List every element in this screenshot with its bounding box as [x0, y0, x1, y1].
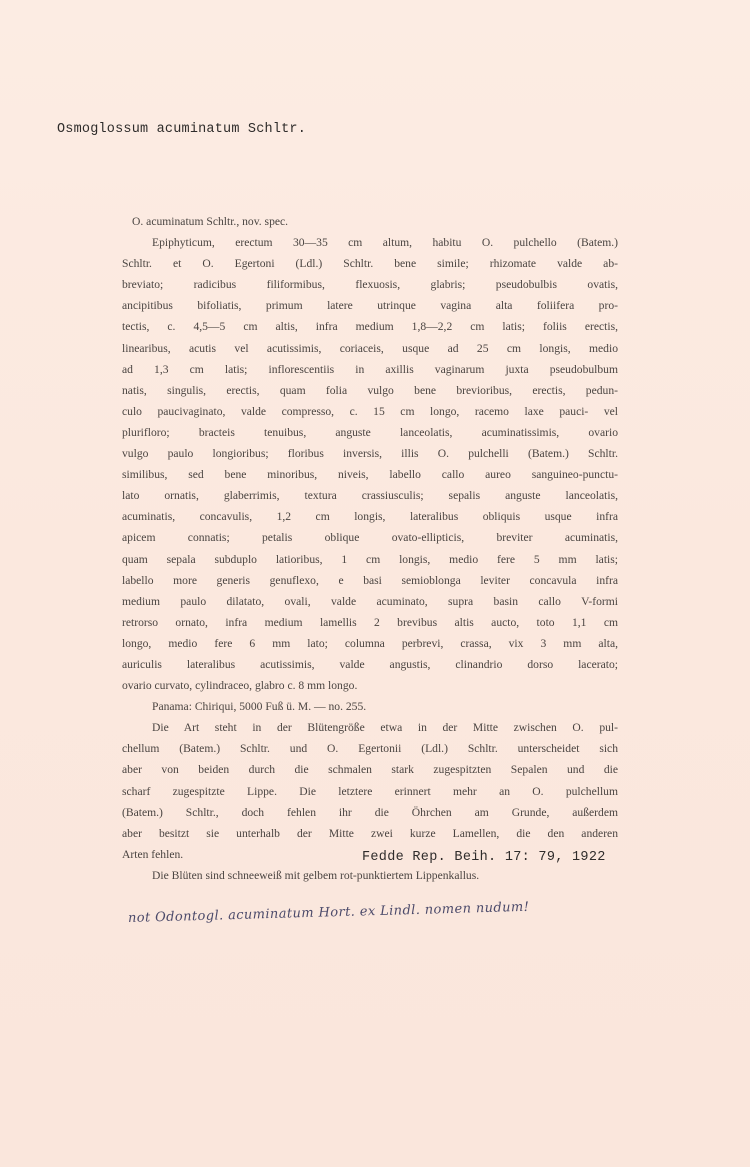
description-line: longo, medio fere 6 mm lato; columna perbrevi, crassa, vix 3 mm alta, [122, 636, 618, 650]
description-line: similibus, sed bene minoribus, niveis, labello callo aureo sanguineo-punctu- [122, 468, 618, 482]
remarks-line: aber von beiden durch die schmalen stark zugespitzten Sepalen und die [122, 763, 618, 777]
description-line: ad 1,3 cm latis; inflorescentiis in axillis vaginarum juxta pseudobulbum [122, 362, 618, 376]
species-heading: Osmoglossum acuminatum Schltr. [57, 122, 307, 137]
description-line: ancipitibus bifoliatis, primum latere utrinque vagina alta foliifera pro- [122, 299, 618, 313]
description-line: auriculis lateralibus acutissimis, valde angustis, clinandrio dorso lacerato; [122, 657, 618, 671]
description-line: Epiphyticum, erectum 30—35 cm altum, habitu O. pulchello (Batem.) [152, 236, 618, 250]
flower-color-line: Die Blüten sind schneeweiß mit gelbem rot-punktiertem Lippenkallus. [152, 868, 480, 882]
description-line: apicem connatis; petalis oblique ovato-ellipticis, breviter acuminatis, [122, 531, 618, 545]
description-line: linearibus, acutis vel acutissimis, coriaceis, usque ad 25 cm longis, medio [122, 341, 618, 355]
description-line: labello more generis genuflexo, e basi semioblonga leviter concavula infra [122, 573, 618, 587]
remarks-line: Arten fehlen. [122, 847, 184, 861]
description-line: lato ornatis, glaberrimis, textura crassiusculis; sepalis anguste lanceolatis, [122, 489, 618, 503]
remarks-line: (Batem.) Schltr., doch fehlen ihr die Öhrchen am Grunde, außerdem [122, 805, 618, 819]
description-line: culo paucivaginato, valde compresso, c. 15 cm longo, racemo laxe pauci- vel [122, 404, 618, 418]
remarks-line: chellum (Batem.) Schltr. und O. Egertonii (Ldl.) Schltr. unterscheidet sich [122, 742, 618, 756]
description-line: quam sepala subduplo latioribus, 1 cm longis, medio fere 5 mm latis; [122, 552, 618, 566]
locality-line: Panama: Chiriqui, 5000 Fuß ü. M. — no. 255. [152, 700, 367, 714]
remarks-line: Die Art steht in der Blütengröße etwa in der Mitte zwischen O. pul- [152, 721, 618, 735]
handwritten-note: not Odontogl. acuminatum Hort. ex Lindl. nomen nudum! [127, 899, 530, 926]
description-line: retrorso ornato, infra medium lamellis 2 brevibus altis aucto, toto 1,1 cm [122, 615, 618, 629]
description-line: breviato; radicibus filiformibus, flexuosis, glabris; pseudobulbis ovatis, [122, 278, 618, 292]
description-line: tectis, c. 4,5—5 cm altis, infra medium 1,8—2,2 cm latis; foliis erectis, [122, 320, 618, 334]
citation: Fedde Rep. Beih. 17: 79, 1922 [362, 850, 606, 865]
description-line: ovario curvato, cylindraceo, glabro c. 8 mm longo. [122, 679, 358, 693]
description-line: acuminatis, concavulis, 1,2 cm longis, lateralibus obliquis usque infra [122, 510, 618, 524]
description-line: Schltr. et O. Egertoni (Ldl.) Schltr. bene simile; rhizomate valde ab- [122, 257, 618, 271]
description-line: natis, singulis, erectis, quam folia vulgo bene brevioribus, erectis, pedun- [122, 383, 618, 397]
species-description [122, 211, 618, 886]
description-line: medium paulo dilatato, ovali, valde acuminato, supra basin callo V-formi [122, 594, 618, 608]
description-line: plurifloro; bracteis tenuibus, anguste lanceolatis, acuminatissimis, ovario [122, 425, 618, 439]
remarks-line: aber besitzt sie unterhalb der Mitte zwei kurze Lamellen, die den anderen [122, 826, 618, 840]
remarks-line: scharf zugespitzte Lippe. Die letztere erinnert mehr an O. pulchellum [122, 784, 618, 798]
description-line: vulgo paulo longioribus; floribus inversis, illis O. pulchelli (Batem.) Schltr. [122, 447, 618, 461]
description-line-title: O. acuminatum Schltr., nov. spec. [132, 215, 289, 228]
